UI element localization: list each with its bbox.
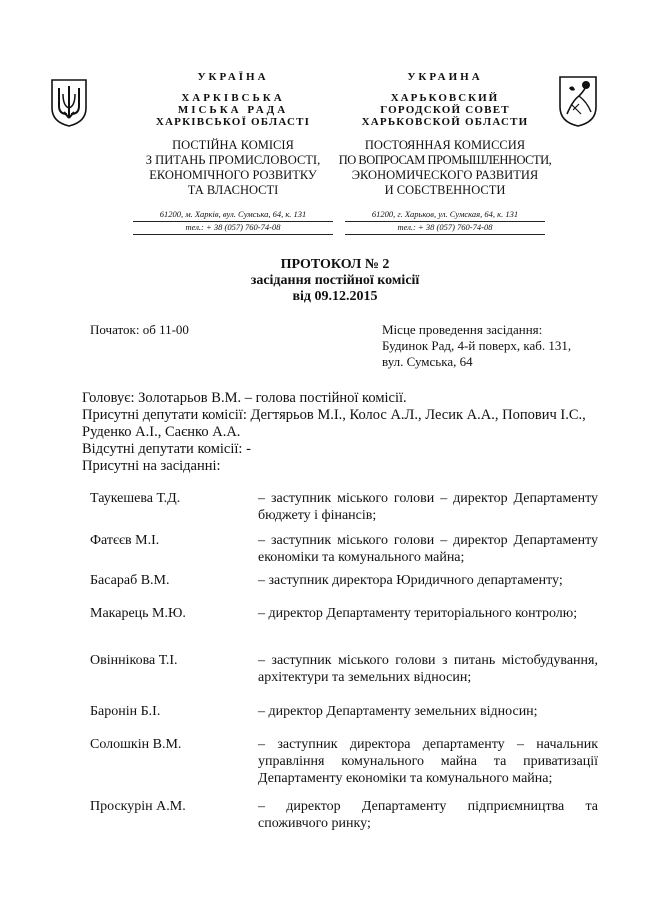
ukraine-trident-emblem-icon [50,78,88,128]
attendee-position: – заступник міського голови – директор Департаменту економіки та комунального майна; [258,533,598,565]
commission-line: ЕКОНОМІЧНОГО РОЗВИТКУ [149,168,317,182]
attendee-position: – директор Департаменту територіального контролю; [258,606,578,621]
council-line-1: ХАРЬКОВСКИЙ [390,92,500,104]
commission-line: З ПИТАНЬ ПРОМИСЛОВОСТІ, [145,153,321,167]
meeting-place [382,322,612,370]
council-line-1: ХАРКІВСЬКА [181,92,285,104]
phone-ua: тел.: + 38 (057) 760-74-08 [185,222,281,232]
attendees-label: Присутні на засіданні: [82,458,221,474]
header-left [128,71,338,235]
commission-line: И СОБСТВЕННОСТИ [384,183,506,197]
commission-line: ТА ВЛАСНОСТІ [187,183,279,197]
council-line-2: МІСЬКА РАДА [177,104,289,116]
council-line-3: ХАРКІВСЬКОЇ ОБЛАСТІ [155,116,311,128]
place-line: вул. Сумська, 64 [382,354,473,369]
present-deputies-line-1: Присутні депутати комісії: Дегтярьов М.І., Колос А.Л., Лесик А.А., Попович І.С., [82,407,586,423]
kharkiv-city-coat-of-arms-icon [557,74,599,128]
chair-line: Головує: Золотарьов В.М. – голова постійної комісії. [82,390,407,406]
place-line: Будинок Рад, 4-й поверх, каб. 131, [382,338,572,353]
attendee-name: Проскурін А.М. [90,799,186,814]
attendee-position: – заступник міського голови – директор Департаменту бюджету і фінансів; [258,491,598,523]
protocol-subtitle: засідання постійної комісії [250,273,420,288]
attendee-name: Басараб В.М. [90,573,170,588]
country-ru: УКРАИНА [407,71,483,83]
attendee-position: – заступник директора Юридичного департаменту; [258,573,563,588]
protocol-number: ПРОТОКОЛ № 2 [280,257,390,272]
protocol-date: від 09.12.2015 [292,289,378,304]
council-line-2: ГОРОДСКОЙ СОВЕТ [380,104,510,116]
present-deputies-line-2: Руденко А.І., Саєнко А.А. [82,424,241,440]
attendance-block [82,390,622,475]
absent-deputies-line: Відсутні депутати комісії: - [82,441,251,457]
commission-line: ПОСТІЙНА КОМІСІЯ [172,138,294,152]
attendee-position: – заступник директора департаменту – начальник управління комунального майна та приватизації Департаменту економіки та комунального майна; [258,737,598,786]
attendee-name: Овіннікова Т.І. [90,653,178,668]
meeting-start: Початок: об 11-00 [90,322,189,337]
header-right [335,71,555,235]
attendee-position: – директор Департаменту підприємництва та споживчого ринку; [258,799,598,831]
commission-line: ПОСТОЯННАЯ КОМИССИЯ [364,138,526,152]
attendee-name: Фатєєв М.І. [90,533,160,548]
attendee-position: – заступник міського голови з питань містобудування, архітектури та земельних відносин; [258,653,598,685]
document-title [120,257,550,305]
country-ua: УКРАЇНА [197,71,269,83]
attendee-name: Солошкін В.М. [90,737,182,752]
attendee-name: Таукешева Т.Д. [90,491,181,506]
attendee-position: – директор Департаменту земельних відносин; [258,704,538,719]
place-line: Місце проведення засідання: [382,322,543,337]
council-line-3: ХАРЬКОВСКОЙ ОБЛАСТИ [361,116,529,128]
commission-name-ua [128,138,338,198]
commission-line: ПО ВОПРОСАМ ПРОМЫШЛЕННОСТИ, [338,153,552,167]
attendee-name: Макарець М.Ю. [90,606,186,621]
phone-ru: тел.: + 38 (057) 760-74-08 [397,222,493,232]
commission-line: ЭКОНОМИЧЕСКОГО РАЗВИТИЯ [351,168,539,182]
attendee-name: Баронін Б.І. [90,704,161,719]
commission-name-ru [335,138,555,198]
address-ru: 61200, г. Харьков, ул. Сумская, 64, к. 131 [371,209,519,219]
address-ua: 61200, м. Харків, вул. Сумська, 64, к. 131 [159,209,307,219]
